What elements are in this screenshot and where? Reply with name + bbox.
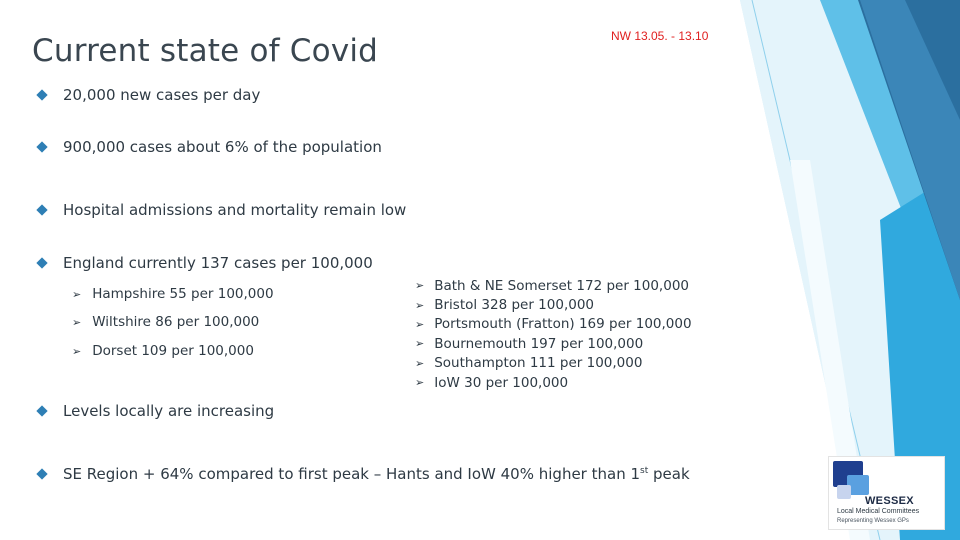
list-item — [415, 354, 692, 373]
arrow-bullet-icon: ➢ — [415, 279, 425, 293]
arrow-bullet-icon: ➢ — [415, 317, 425, 331]
list-item-text: Portsmouth (Fratton) 169 per 100,000 — [434, 316, 692, 333]
list-item-text: Southampton 111 per 100,000 — [434, 355, 643, 372]
logo-subtitle: Local Medical Committees — [837, 508, 920, 515]
sub-item — [72, 314, 259, 330]
list-item — [415, 276, 692, 295]
arrow-bullet-icon: ➢ — [415, 356, 425, 370]
bullet-item — [36, 201, 406, 219]
regional-rates-list — [415, 276, 692, 392]
bullet-item — [36, 138, 382, 156]
diamond-bullet-icon — [36, 204, 47, 215]
diamond-bullet-icon — [36, 141, 47, 152]
bullet-text: 900,000 cases about 6% of the population — [63, 138, 382, 156]
sub-item — [72, 286, 274, 302]
list-item-text: Bristol 328 per 100,000 — [434, 297, 595, 314]
list-item — [415, 315, 692, 334]
sub-item — [72, 343, 254, 359]
bullet-text: Hospital admissions and mortality remain low — [63, 201, 407, 219]
arrow-bullet-icon: ➢ — [72, 344, 82, 358]
bullet-item — [36, 86, 260, 104]
bullet-text: 20,000 new cases per day — [63, 86, 261, 104]
arrow-bullet-icon: ➢ — [72, 315, 82, 329]
list-item — [415, 373, 692, 392]
diamond-bullet-icon — [36, 257, 47, 268]
wessex-lmc-logo — [828, 456, 945, 530]
bullet-item — [36, 254, 373, 272]
sub-item-text: Hampshire 55 per 100,000 — [92, 286, 274, 302]
bullet-text: Levels locally are increasing — [63, 402, 275, 420]
bullet-item — [36, 402, 274, 420]
sub-item-text: Wiltshire 86 per 100,000 — [92, 314, 260, 330]
list-item-text: Bath & NE Somerset 172 per 100,000 — [434, 277, 689, 294]
arrow-bullet-icon: ➢ — [415, 337, 425, 351]
list-item — [415, 334, 692, 353]
arrow-bullet-icon: ➢ — [72, 287, 82, 301]
list-item-text: IoW 30 per 100,000 — [434, 374, 569, 391]
diamond-bullet-icon — [36, 89, 47, 100]
sub-item-text: Dorset 109 per 100,000 — [92, 343, 254, 359]
list-item-text: Bournemouth 197 per 100,000 — [434, 335, 644, 352]
logo-name: WESSEX — [865, 495, 914, 507]
diamond-bullet-icon — [36, 468, 47, 479]
logo-tagline: Representing Wessex GPs — [837, 518, 909, 524]
bullet-text: SE Region + 64% compared to first peak – Hants and IoW 40% higher than 1st peak — [63, 465, 690, 483]
page-title: Current state of Covid — [32, 33, 379, 69]
bullet-text: England currently 137 cases per 100,000 — [63, 254, 373, 272]
bullet-item — [36, 465, 690, 483]
arrow-bullet-icon: ➢ — [415, 298, 425, 312]
diamond-bullet-icon — [36, 405, 47, 416]
list-item — [415, 295, 692, 314]
arrow-bullet-icon: ➢ — [415, 376, 425, 390]
date-tag: NW 13.05. - 13.10 — [611, 29, 709, 43]
